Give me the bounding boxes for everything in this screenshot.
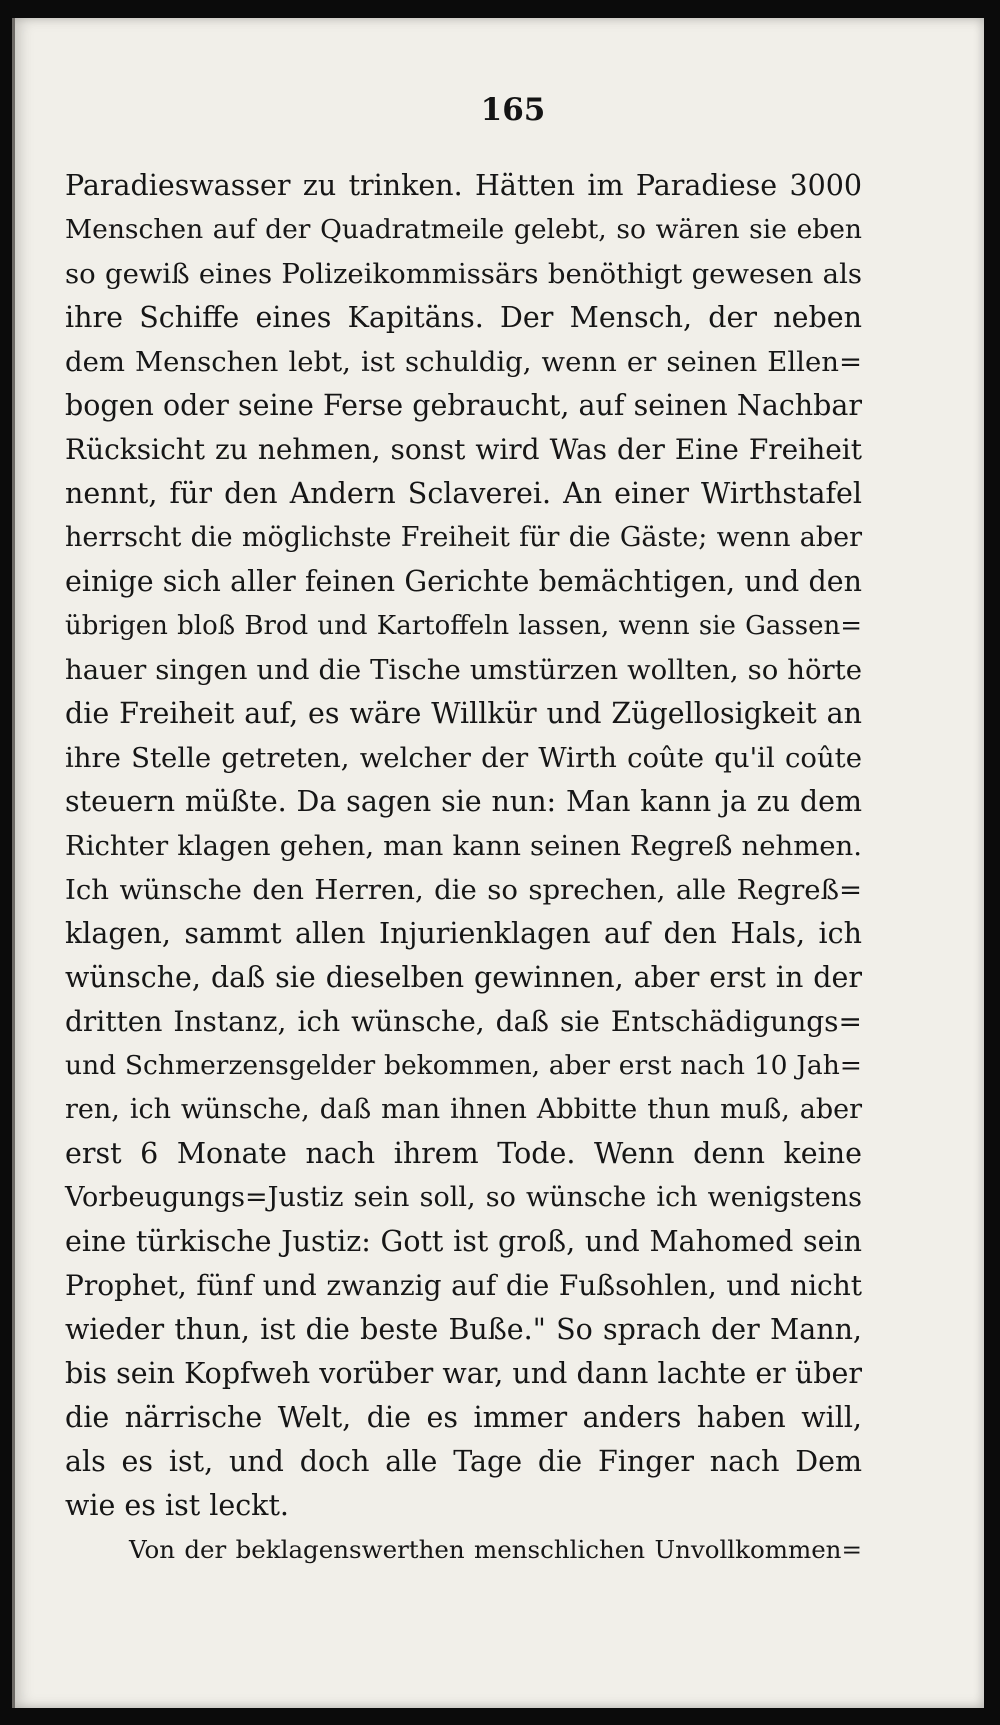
text-line: wünsche, daß sie dieselben gewinnen, aber erst in der xyxy=(65,961,862,994)
text-line: nennt, für den Andern Sclaverei. An einer Wirthstafel xyxy=(65,477,862,510)
text-line: hauer singen und die Tische umstürzen wollten, so hörte xyxy=(65,654,862,686)
text-line: die närrische Welt, die es immer anders haben will, xyxy=(65,1401,862,1434)
book-page xyxy=(12,18,984,1708)
text-line: Vorbeugungs=Justiz sein soll, so wünsche ich wenigstens xyxy=(65,1182,862,1213)
text-line: bis sein Kopfweh vorüber war, und dann lachte er über xyxy=(65,1357,862,1390)
text-line: übrigen bloß Brod und Kartoffeln lassen, wenn sie Gassen= xyxy=(65,611,862,641)
text-line: ihre Stelle getreten, welcher der Wirth coûte qu'il coûte xyxy=(65,742,862,774)
page-gutter-edge xyxy=(12,18,15,1708)
text-line: bogen oder seine Ferse gebraucht, auf seinen Nachbar xyxy=(65,389,862,422)
text-line: Menschen auf der Quadratmeile gelebt, so wären sie eben xyxy=(65,214,862,245)
text-line: Ich wünsche den Herren, die so sprechen, alle Regreß= xyxy=(65,874,862,906)
text-line: dritten Instanz, ich wünsche, daß sie Entschädigungs= xyxy=(65,1005,862,1038)
text-line: Richter klagen gehen, man kann seinen Regreß nehmen. xyxy=(65,830,862,862)
text-line: die Freiheit auf, es wäre Willkür und Zügellosigkeit an xyxy=(65,697,862,730)
text-line: steuern müßte. Da sagen sie nun: Man kann ja zu dem xyxy=(65,785,862,818)
text-line: ren, ich wünsche, daß man ihnen Abbitte thun muß, aber xyxy=(65,1094,862,1125)
text-line: eine türkische Justiz: Gott ist groß, und Mahomed sein xyxy=(65,1225,862,1258)
text-line: wieder thun, ist die beste Buße." So sprach der Mann, xyxy=(65,1313,862,1346)
text-line: als es ist, und doch alle Tage die Finger nach Dem xyxy=(65,1445,862,1478)
body-text xyxy=(65,164,862,1572)
text-line: herrscht die möglichste Freiheit für die Gäste; wenn aber xyxy=(65,522,862,553)
text-line: erst 6 Monate nach ihrem Tode. Wenn denn keine xyxy=(65,1137,862,1170)
text-line-paragraph-end: wie es ist leckt. xyxy=(65,1489,289,1522)
text-line: so gewiß eines Polizeikommissärs benöthigt gewesen als xyxy=(65,258,862,290)
text-line: Rücksicht zu nehmen, sonst wird Was der Eine Freiheit xyxy=(65,433,862,466)
text-line: ihre Schiffe eines Kapitäns. Der Mensch, der neben xyxy=(65,301,862,334)
text-line-paragraph-start: Von der beklagenswerthen menschlichen Unvollkommen= xyxy=(129,1535,862,1564)
text-line: und Schmerzensgelder bekommen, aber erst nach 10 Jah= xyxy=(65,1050,862,1081)
text-line: einige sich aller feinen Gerichte bemächtigen, und den xyxy=(65,565,862,598)
text-line: klagen, sammt allen Injurienklagen auf den Hals, ich xyxy=(65,917,862,950)
text-line: Prophet, fünf und zwanzig auf die Fußsohlen, und nicht xyxy=(65,1269,862,1302)
page-number: 165 xyxy=(480,92,546,128)
text-line: dem Menschen lebt, ist schuldig, wenn er seinen Ellen= xyxy=(65,346,862,378)
text-line: Paradieswasser zu trinken. Hätten im Paradiese 3000 xyxy=(65,169,862,202)
